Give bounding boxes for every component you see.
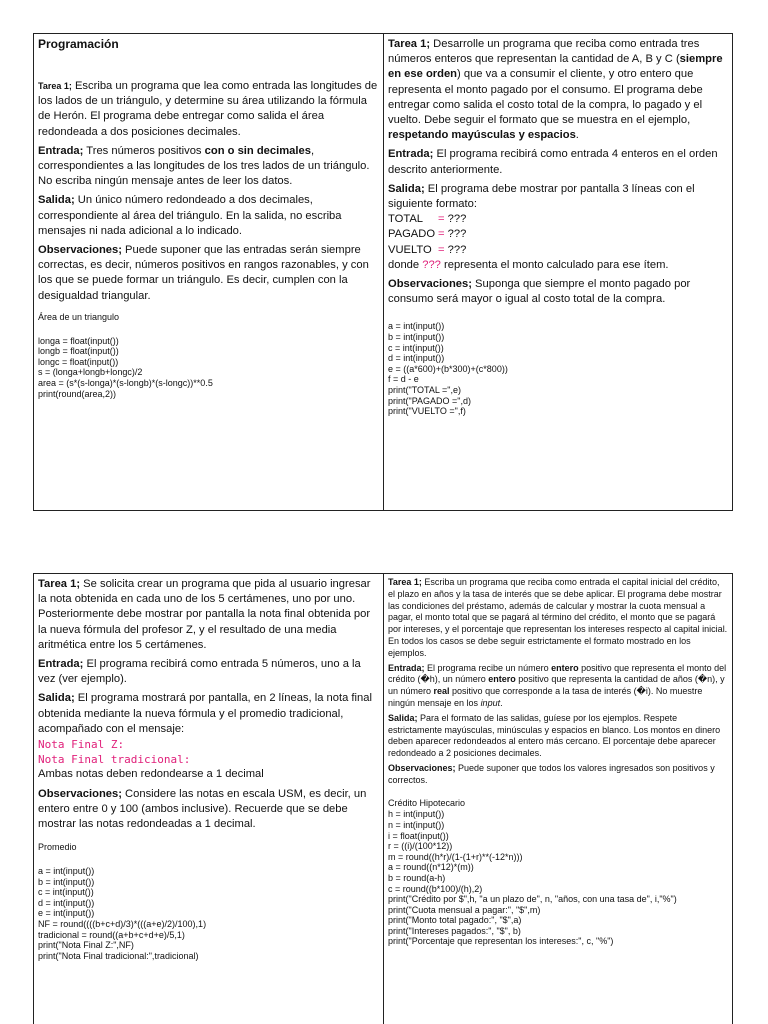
output-message-1: Nota Final Z: (38, 738, 125, 752)
assignment-table-2 (33, 573, 733, 1024)
salida-label: Salida; (388, 182, 425, 195)
entrada-label: Entrada; (38, 144, 84, 157)
code-block: h = int(input()) n = int(input()) i = float(input()) r = ((i)/(100*12)) m = round((h*r)/(1-(1+r)**(-12*n))) a = round((n*12)*(m)) b = round(a-h) c = round((b*100)/(h),2) print("Crédito por $",h, "a un plazo de", n, "años, con una tasa de", i,"%") print("Cuota mensual a pagar:", "$",m) print("Monto total pagado:", "$",a) print("Intereses pagados:", "$", b) print("Porcentaje que representan los intereses:", c, "%") (388, 809, 677, 947)
code-block: a = int(input()) b = int(input()) c = int(input()) d = int(input()) e = ((a*600)+(b*300)+(c*800)) f = d - e print("TOTAL =",e) print("PAGADO =",d) print("VUELTO =",f) (388, 321, 508, 417)
output-message-2: Nota Final tradicional: (38, 753, 191, 767)
cell-notas (34, 574, 384, 1024)
tarea-text: Escriba un programa que lea como entrada las longitudes de los lados de un triángulo, y determine su área utilizando la fórmula de Herón. El programa debe entregar como salida el área redondeada a dos posiciones decimales. (38, 80, 378, 138)
entrada-label: Entrada; (388, 148, 434, 161)
salida-label: Salida; (388, 712, 418, 723)
salida-label: Salida; (38, 692, 75, 705)
observaciones-label: Observaciones; (388, 278, 472, 291)
tarea-label: Tarea 1; (38, 578, 81, 590)
tarea-label: Tarea 1; (388, 577, 422, 587)
cell-credito (384, 574, 732, 1024)
entrada-label: Entrada; (38, 658, 84, 671)
cell-heron-area (34, 34, 384, 510)
heron-description: Tarea 1; Escriba un programa que lea como entrada las longitudes de los lados de un triángulo, y determine su área utilizando la fórmula de Herón. El programa debe entregar como salida el área redondeada a dos posiciones decimales. Entrada; Tres números positivos con o sin decimales, correspondientes a las longitudes de los tres lados de un triángulo. No escriba ningún mensaje antes de leer los datos. Salida; Un único número redondeado a dos decimales, correspondiente al área del triángulo. En la salida, no escriba mensajes ni nada adicional a lo indicado. Observaciones; Puede suponer que las entradas serán siempre correctas, es decir, números positivos en rangos razonables, y con los que se puede formar un triángulo. Es decir, cumplen con la desigualdad triangular. (38, 80, 378, 302)
code-title: Área de un triangulo (38, 311, 120, 322)
consumo-description: Tarea 1; Desarrolle un programa que reciba como entrada tres números enteros que representan la cantidad de A, B y C (siempre en ese orden) que va a consumir el cliente, y otro entero que representa el monto pagado por el consumo. El programa debe entregar como salida el costo total de la compra, lo pagado y el vuelto. Debe seguir el formato que se muestra en el ejemplo, respetando mayúsculas y espacios. Entrada; El programa recibirá como entrada 4 enteros en el orden descrito anteriormente. Salida; El programa debe mostrar por pantalla 3 líneas con el siguiente formato: TOTAL = ??? PAGADO = ??? VUELTO = ??? donde ??? representa el monto calculado para ese ítem. Observaciones; Suponga que siempre el monto pagado por consumo será mayor o igual al costo total de la compra. (388, 37, 728, 307)
observaciones-label: Observaciones; (388, 762, 456, 773)
salida-label: Salida; (38, 194, 75, 207)
notas-description: Tarea 1; Se solicita crear un programa que pida al usuario ingresar la nota obtenida en cada uno de los 5 certámenes, uno por uno. Posteriormente debe mostrar por pantalla la nota final obtenida por la nueva fórmula del profesor Z, y el resultado de una media aritmética entre los 5 certámenes. Entrada; El programa recibirá como entrada 5 números, uno a la vez (ver ejemplo). Salida; El programa mostrará por pantalla, en 2 líneas, la nota final obtenida mediante la nueva fórmula y el promedio tradicional, acompañado con el mensaje: Nota Final Z: Nota Final tradicional: Ambas notas deben redondearse a 1 decimal Observaciones; Considere las notas en escala USM, es decir, un entero entre 0 y 100 (ambos inclusive). Recuerde que se debe mostrar las notas redondeadas a 1 decimal. (38, 577, 379, 832)
observaciones-label: Observaciones; (38, 787, 122, 800)
entrada-label: Entrada; (388, 662, 425, 673)
rounding-note: Ambas notas deben redondearse a 1 decimal (38, 768, 264, 781)
credito-description: Tarea 1; Escriba un programa que reciba como entrada el capital inicial del crédito, el plazo en años y la tasa de interés que se debe aplicar. El programa debe mostrar las condiciones del préstamo, además de calcular y mostrar la cuota mensual a pagar, el monto total que se pagará al término del crédito, el monto que se pagará por intereses, y el porcentaje que representan los intereses respecto al capital inicial. En todos los casos se debe seguir estrictamente el formato mostrado en los ejemplos. Entrada; El programa recibe un número entero positivo que representa el monto del crédito (�h), un número entero positivo que representa la cantidad de años (�n), y un número real positivo que corresponde a la tasa de interés (�i). No muestre ningún mensaje en los input. Salida; Para el formato de las salidas, guíese por los ejemplos. Respete estrictamente mayúsculas, minúsculas y espacios en blanco. Los montos en dinero deben aparecer redondeados al entero más cercano. El porcentaje debe aparecer redondeado a 2 posiciones decimales. Observaciones; Puede suponer que todos los valores ingresados son positivos y correctos. (388, 577, 728, 785)
tarea-label: Tarea 1; (38, 81, 72, 91)
observaciones-label: Observaciones; (38, 244, 122, 257)
output-format: TOTAL = ??? PAGADO = ??? VUELTO = ??? donde ??? representa el monto calculado para ese ítem. (388, 213, 669, 271)
cell-consumo (384, 34, 732, 510)
section-heading: Programación (38, 37, 119, 51)
assignment-table-1 (33, 33, 733, 511)
code-title: Crédito Hipotecario (388, 797, 466, 808)
code-block: longa = float(input()) longb = float(input()) longc = float(input()) s = (longa+longb+longc)/2 area = (s*(s-longa)*(s-longb)*(s-longc))**0.5 print(round(area,2)) (38, 335, 213, 399)
tarea-label: Tarea 1; (388, 38, 431, 50)
code-block: a = int(input()) b = int(input()) c = int(input()) d = int(input()) e = int(input()) NF = round((((b+c+d)/3)*(((a+e)/2)/100),1) tradicional = round((a+b+c+d+e)/5,1) print("Nota Final Z:",NF) print("Nota Final tradicional:",tradicional) (38, 866, 207, 961)
code-title: Promedio (38, 842, 77, 853)
